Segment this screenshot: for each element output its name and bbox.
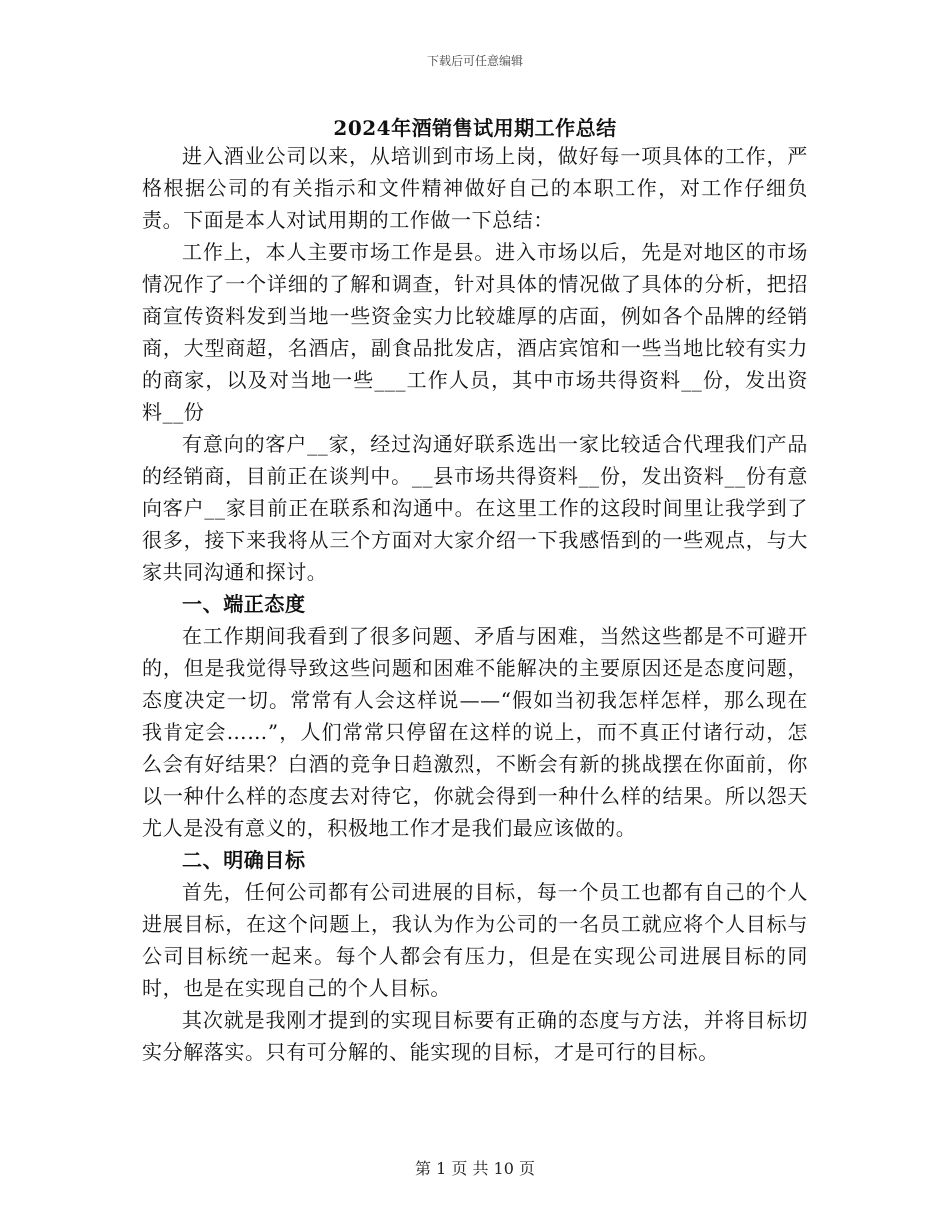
paragraph-intro: 进入酒业公司以来，从培训到市场上岗，做好每一项具体的工作，严格根据公司的有关指示和文件精神做好自己的本职工作，对工作仔细负责。下面是本人对试用期的工作做一下总结： bbox=[142, 144, 808, 232]
document-body bbox=[142, 140, 808, 1068]
paragraph-goals-first: 首先，任何公司都有公司进展的目标，每一个员工也都有自己的个人进展目标，在这个问题上，我认为作为公司的一名员工就应将个人目标与公司目标统一起来。每个人都会有压力，但是在实现公司进展目标的同时，也是在实现自己的个人目标。 bbox=[142, 880, 808, 1000]
document-title: 2024年酒销售试用期工作总结 bbox=[333, 116, 617, 140]
header-note: 下载后可任意编辑 bbox=[426, 54, 523, 68]
section-heading-attitude: 一、端正态度 bbox=[182, 592, 306, 616]
paragraph-work-market: 工作上，本人主要市场工作是县。进入市场以后，先是对地区的市场情况作了一个详细的了解和调查，针对具体的情况做了具体的分析，把招商宣传资料发到当地一些资金实力比较雄厚的店面，例如各个品牌的经销商，大型商超，名酒店，副食品批发店，酒店宾馆和一些当地比较有实力的商家，以及对当地一些___工作人员，其中市场共得资料__份，发出资料__份 bbox=[142, 240, 808, 424]
page-number-footer: 第 1 页 共 10 页 bbox=[415, 1159, 535, 1178]
paragraph-goals-second: 其次就是我刚才提到的实现目标要有正确的态度与方法，并将目标切实分解落实。只有可分解的、能实现的目标，才是可行的目标。 bbox=[142, 1008, 808, 1064]
section-heading-goals: 二、明确目标 bbox=[182, 848, 306, 872]
paragraph-customers: 有意向的客户__家，经过沟通好联系选出一家比较适合代理我们产品的经销商，目前正在谈判中。__县市场共得资料__份，发出资料__份有意向客户__家目前正在联系和沟通中。在这里工作的这段时间里让我学到了很多，接下来我将从三个方面对大家介绍一下我感悟到的一些观点，与大家共同沟通和探讨。 bbox=[142, 432, 808, 584]
paragraph-attitude: 在工作期间我看到了很多问题、矛盾与困难，当然这些都是不可避开的，但是我觉得导致这些问题和困难不能解决的主要原因还是态度问题，态度决定一切。常常有人会这样说——“假如当初我怎样怎样，那么现在我肯定会……”，人们常常只停留在这样的说上，而不真正付诸行动，怎么会有好结果？白酒的竞争日趋激烈，不断会有新的挑战摆在你面前，你以一种什么样的态度去对待它，你就会得到一种什么样的结果。所以怨天尤人是没有意义的，积极地工作才是我们最应该做的。 bbox=[142, 624, 808, 840]
